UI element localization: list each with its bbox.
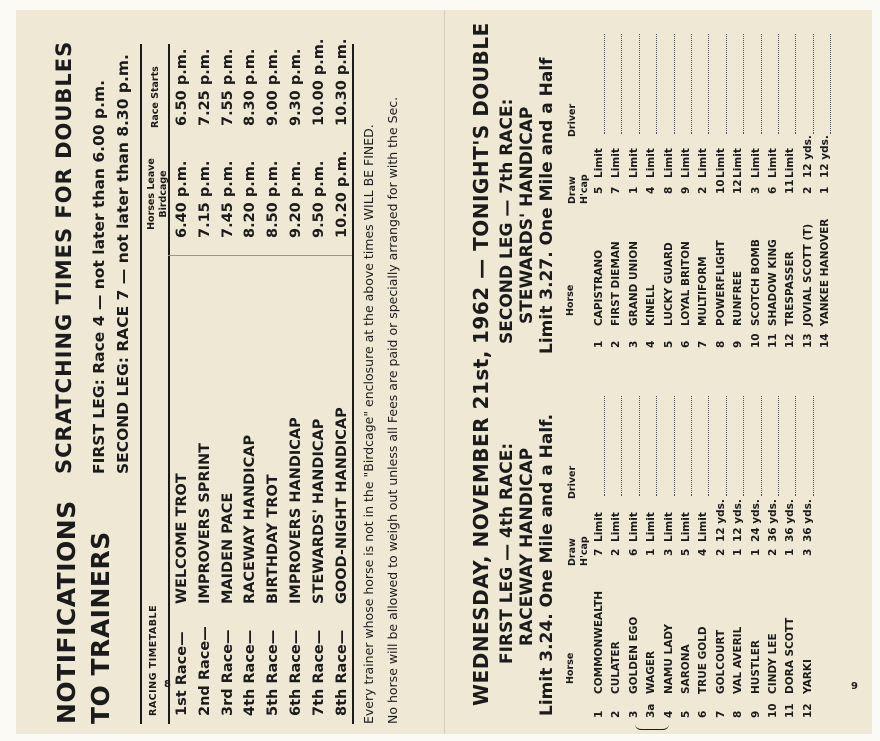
timetable-race-name: MAIDEN PACE: [219, 492, 236, 604]
second-leg-entry-handicap: Limit: [680, 148, 692, 178]
timetable-race-number: 5th Race—: [265, 629, 282, 716]
second-col-horse: Horse: [565, 284, 576, 316]
first-leg-entry-horse: HUSTLER: [749, 640, 762, 694]
second-leg-entry-driver-line: [761, 34, 762, 134]
page-9-content: [457, 22, 867, 724]
second-leg-entry-horse: MULTIFORM: [697, 256, 710, 326]
second-leg-entry-draw: 2: [801, 186, 814, 194]
timetable-start-time: 10.00 p.m.: [310, 38, 327, 126]
second-leg-entry-handicap: Limit: [627, 148, 640, 178]
timetable-start-time: 9.30 p.m.: [288, 48, 304, 126]
second-leg-entry-number: 13: [801, 333, 814, 348]
timetable-birdcage-time: 6.40 p.m.: [174, 160, 190, 238]
scratching-times-heading: SCRATCHING TIMES FOR DOUBLES: [52, 40, 76, 474]
race-starts-header: Race Starts: [150, 66, 161, 128]
timetable-race-name: GOOD-NIGHT HANDICAP: [333, 407, 350, 604]
timetable-birdcage-time: 7.15 p.m.: [196, 160, 213, 238]
first-leg-title: FIRST LEG — 4th RACE:: [497, 442, 517, 664]
first-leg-entry-draw: 6: [627, 548, 640, 556]
page-8: [16, 10, 445, 734]
second-leg-entry-horse: FIRST DIEMAN: [610, 241, 623, 326]
first-leg-entry-handicap: 12 yds.: [732, 499, 745, 542]
timetable-birdcage-time: 10.20 p.m.: [333, 150, 350, 238]
first-leg-entry-draw: 2: [714, 548, 727, 556]
first-leg-entry-handicap: 36 yds.: [801, 499, 814, 542]
second-leg-entry-handicap: Limit: [714, 148, 727, 178]
second-leg-entry-horse: KINELL: [645, 284, 658, 326]
birdcage-header: Horses Leave Birdcage: [146, 158, 169, 230]
first-leg-entry-number: 3: [627, 710, 640, 718]
second-leg-entry-draw: 10: [714, 179, 727, 194]
second-leg-entry-draw: 5: [593, 186, 605, 194]
second-leg-name: STEWARDS' HANDICAP: [517, 106, 537, 324]
second-leg-entry-horse: JOVIAL SCOTT (T): [801, 223, 814, 326]
second-leg-entry-draw: 9: [680, 186, 692, 194]
first-leg-entry-draw: 3: [801, 548, 814, 556]
timetable-start-time: 8.30 p.m.: [242, 48, 259, 126]
timetable-race-number: 2nd Race—: [196, 626, 213, 716]
fees-note: No horse will be allowed to weigh out unless all Fees are paid or specially arranged for with the Sec.: [385, 96, 400, 724]
second-col-draw: Draw: [567, 176, 578, 204]
timetable-birdcage-time: 9.50 p.m.: [310, 160, 327, 238]
second-leg-entry-handicap: 12 yds.: [819, 135, 832, 178]
first-leg-entry-horse: COMMONWEALTH: [593, 590, 605, 694]
second-leg-entry-number: 5: [662, 340, 675, 348]
first-leg-entry-handicap: 36 yds.: [767, 499, 779, 542]
first-leg-entry-horse: GOLCOURT: [714, 629, 727, 694]
timetable-birdcage-time: 8.20 p.m.: [242, 160, 259, 238]
first-leg-entry-horse: VAL AVERIL: [732, 626, 745, 694]
first-leg-entry-horse: CULATER: [610, 641, 623, 694]
first-leg-entry-number: 12: [801, 703, 814, 718]
second-col-driver: Driver: [567, 103, 578, 137]
first-leg-entry-handicap: Limit: [610, 512, 623, 542]
first-leg-entry-draw: 2: [767, 548, 779, 556]
timetable-start-time: 6.50 p.m.: [174, 48, 190, 126]
second-leg-entry-handicap: Limit: [784, 148, 797, 178]
second-leg-entry-driver-line: [708, 34, 709, 134]
second-leg-entry-draw: 3: [749, 186, 762, 194]
first-leg-entry-number: 7: [714, 710, 727, 718]
bracket: [635, 717, 669, 730]
second-leg-entry-draw: 6: [767, 186, 779, 194]
first-leg-entry-handicap: Limit: [662, 512, 675, 542]
second-leg-entry-horse: SHADOW KING: [767, 239, 779, 326]
second-leg-entry-number: 4: [645, 340, 658, 348]
timetable-birdcage-time: 8.50 p.m.: [265, 160, 282, 238]
first-leg-entry-driver-line: [656, 396, 657, 496]
second-leg-entry-draw: 1: [819, 186, 832, 194]
second-leg-entry-driver-line: [691, 34, 692, 134]
second-leg-entry-handicap: Limit: [645, 148, 658, 178]
first-leg-entry-handicap: Limit: [697, 512, 710, 542]
first-leg-entry-horse: DORA SCOTT: [784, 617, 797, 694]
first-leg-entry-horse: YARKI: [801, 659, 814, 694]
first-leg-entry-number: 4: [662, 710, 675, 718]
first-leg-entry-number: 2: [610, 710, 623, 718]
first-col-hcap: H'cap: [579, 536, 590, 566]
second-leg-entry-handicap: Limit: [662, 148, 675, 178]
second-leg-entry-number: 2: [610, 340, 623, 348]
second-leg-entry-horse: CAPISTRANO: [593, 249, 605, 326]
second-leg-entry-number: 9: [732, 340, 745, 348]
timetable-birdcage-time: 7.45 p.m.: [219, 160, 236, 238]
date-heading: WEDNESDAY, NOVEMBER 21st,: [469, 350, 493, 706]
first-leg-entry-handicap: 12 yds.: [714, 499, 727, 542]
second-col-hcap: H'cap: [579, 174, 590, 204]
first-leg-entry-horse: CINDY LEE: [767, 633, 779, 694]
first-leg-entry-driver-line: [778, 396, 779, 496]
first-leg-entry-draw: 1: [749, 548, 762, 556]
first-leg-entry-horse: SARONA: [680, 644, 692, 694]
second-leg-entry-driver-line: [778, 34, 779, 134]
timetable-race-number: 6th Race—: [288, 629, 304, 716]
second-leg-limit: Limit 3.27. One Mile and a Half: [537, 57, 557, 354]
second-leg-entry-horse: RUNFREE: [732, 270, 745, 326]
second-leg-entry-draw: 8: [662, 186, 675, 194]
second-leg-entry-horse: SCOTCH BOMB: [749, 239, 762, 326]
fine-warning: Every trainer whose horse is not in the "Birdcage" enclosure at the above times WILL BE FINED.: [361, 124, 376, 724]
second-leg-entry-number: 8: [714, 340, 727, 348]
second-leg-entry-draw: 4: [645, 186, 658, 194]
first-leg-entry-horse: WAGER: [645, 650, 658, 694]
second-leg-entry-draw: 7: [610, 186, 623, 194]
first-leg-entry-handicap: Limit: [680, 512, 692, 542]
first-leg-entry-handicap: 24 yds.: [749, 499, 762, 542]
timetable-race-number: 7th Race—: [310, 629, 327, 716]
second-leg-entry-driver-line: [639, 34, 640, 134]
page-9: [445, 10, 872, 734]
second-leg-deadline: SECOND LEG: RACE 7 — not later than 8.30 p.m.: [114, 54, 132, 474]
second-leg-entry-horse: GRAND UNION: [627, 241, 640, 326]
second-leg-entry-driver-line: [621, 34, 622, 134]
page-number: 8: [164, 679, 171, 691]
page-number: 9: [851, 681, 858, 693]
first-leg-entry-number: 8: [732, 710, 745, 718]
first-leg-entry-handicap: 36 yds.: [784, 499, 797, 542]
double-heading: 1962 — TONIGHT'S DOUBLE: [469, 22, 493, 344]
second-leg-entry-draw: 12: [732, 179, 745, 194]
timetable-race-name: STEWARDS' HANDICAP: [310, 418, 327, 604]
first-leg-entry-number: 6: [697, 710, 710, 718]
timetable-race-name: WELCOME TROT: [174, 473, 190, 604]
second-leg-entry-handicap: Limit: [610, 148, 623, 178]
first-leg-entry-draw: 5: [680, 548, 692, 556]
second-leg-entry-handicap: Limit: [732, 148, 745, 178]
first-leg-entry-driver-line: [674, 396, 675, 496]
timetable-race-number: 3rd Race—: [219, 629, 236, 716]
first-leg-entry-horse: GOLDEN EGO: [627, 616, 640, 694]
first-leg-entry-draw: 4: [697, 548, 710, 556]
first-leg-entry-driver-line: [604, 396, 605, 496]
second-leg-entry-number: 11: [767, 333, 779, 348]
first-leg-entry-handicap: Limit: [645, 512, 658, 542]
first-leg-entry-draw: 1: [645, 548, 658, 556]
second-leg-entry-handicap: Limit: [593, 148, 605, 178]
first-leg-entry-driver-line: [795, 396, 796, 496]
first-leg-entry-driver-line: [813, 396, 814, 496]
first-leg-entry-driver-line: [708, 396, 709, 496]
second-leg-entry-number: 12: [784, 333, 797, 348]
second-leg-entry-driver-line: [726, 34, 727, 134]
first-leg-name: RACEWAY HANDICAP: [517, 447, 537, 646]
timetable-start-time: 9.00 p.m.: [265, 48, 282, 126]
notifications-title: NOTIFICATIONS: [52, 500, 81, 724]
second-leg-entry-driver-line: [830, 34, 831, 134]
second-leg-entry-driver-line: [656, 34, 657, 134]
first-leg-entry-handicap: Limit: [627, 512, 640, 542]
first-leg-entry-horse: NAMU LADY: [662, 624, 675, 694]
first-leg-entry-number: 3a: [645, 703, 658, 718]
timetable-birdcage-time: 9.20 p.m.: [288, 160, 304, 238]
first-leg-entry-draw: 7: [593, 548, 605, 556]
timetable-start-time: 7.25 p.m.: [196, 48, 213, 126]
second-leg-entry-handicap: Limit: [749, 148, 762, 178]
second-leg-entry-number: 6: [680, 340, 692, 348]
second-leg-entry-handicap: Limit: [697, 148, 710, 178]
first-leg-entry-number: 10: [767, 703, 779, 718]
second-leg-entry-horse: TRESPASSER: [784, 251, 797, 326]
first-leg-entry-number: 1: [593, 710, 605, 718]
timetable-bottom-rule: [352, 44, 354, 724]
timetable-race-number: 8th Race—: [333, 629, 350, 716]
timetable-race-name: BIRTHDAY TROT: [265, 474, 282, 604]
first-leg-entry-number: 5: [680, 710, 692, 718]
second-leg-entry-horse: LOYAL BRITON: [680, 241, 692, 326]
second-leg-entry-horse: LUCKY GUARD: [662, 242, 675, 326]
second-leg-entry-number: 3: [627, 340, 640, 348]
first-leg-entry-driver-line: [761, 396, 762, 496]
column-divider: [168, 255, 352, 256]
first-leg-deadline: FIRST LEG: Race 4 — not later than 6.00 p.m.: [90, 80, 108, 474]
timetable-start-time: 7.55 p.m.: [219, 48, 236, 126]
first-leg-entry-handicap: Limit: [593, 512, 605, 542]
timetable-race-name: IMPROVERS HANDICAP: [288, 417, 304, 604]
first-leg-entry-driver-line: [743, 396, 744, 496]
second-leg-entry-driver-line: [674, 34, 675, 134]
second-leg-entry-number: 7: [697, 340, 710, 348]
second-leg-entry-driver-line: [743, 34, 744, 134]
second-leg-entry-draw: 2: [697, 186, 710, 194]
first-leg-entry-draw: 1: [732, 548, 745, 556]
first-col-draw: Draw: [567, 538, 578, 566]
first-leg-entry-number: 9: [749, 710, 762, 718]
second-leg-entry-driver-line: [604, 34, 605, 134]
second-leg-entry-driver-line: [813, 34, 814, 134]
timetable-race-name: IMPROVERS SPRINT: [196, 443, 213, 604]
second-leg-title: SECOND LEG — 7th RACE:: [497, 98, 517, 344]
header-rule: [140, 44, 142, 724]
first-leg-entry-driver-line: [691, 396, 692, 496]
second-leg-entry-horse: POWERFLIGHT: [714, 240, 727, 326]
second-leg-entry-number: 10: [749, 333, 762, 348]
first-leg-entry-draw: 1: [784, 548, 797, 556]
second-leg-entry-draw: 11: [784, 179, 797, 194]
first-leg-entry-driver-line: [726, 396, 727, 496]
second-leg-entry-handicap: Limit: [767, 148, 779, 178]
timetable-start-time: 10.30 p.m.: [333, 38, 350, 126]
timetable-race-name: RACEWAY HANDICAP: [242, 434, 259, 604]
first-leg-limit: Limit 3.24. One Mile and a Half.: [537, 413, 557, 716]
timetable-race-number: 1st Race—: [174, 631, 190, 716]
first-leg-entry-draw: 2: [610, 548, 623, 556]
first-leg-entry-driver-line: [621, 396, 622, 496]
first-leg-entry-draw: 3: [662, 548, 675, 556]
first-col-horse: Horse: [565, 652, 576, 684]
second-leg-entry-horse: YANKEE HANOVER: [819, 218, 832, 326]
second-leg-entry-number: 1: [593, 340, 605, 348]
first-leg-entry-driver-line: [639, 396, 640, 496]
second-leg-entry-handicap: 12 yds.: [801, 135, 814, 178]
first-leg-entry-horse: TRUE GOLD: [697, 626, 710, 694]
first-col-driver: Driver: [567, 465, 578, 499]
first-leg-entry-number: 11: [784, 703, 797, 718]
to-trainers-title: TO TRAINERS: [86, 531, 115, 724]
second-leg-entry-driver-line: [795, 34, 796, 134]
page-8-content: [50, 38, 440, 724]
second-leg-entry-draw: 1: [627, 186, 640, 194]
timetable-race-number: 4th Race—: [242, 629, 259, 716]
racing-timetable-label: RACING TIMETABLE: [148, 604, 159, 716]
second-leg-entry-number: 14: [819, 333, 832, 348]
